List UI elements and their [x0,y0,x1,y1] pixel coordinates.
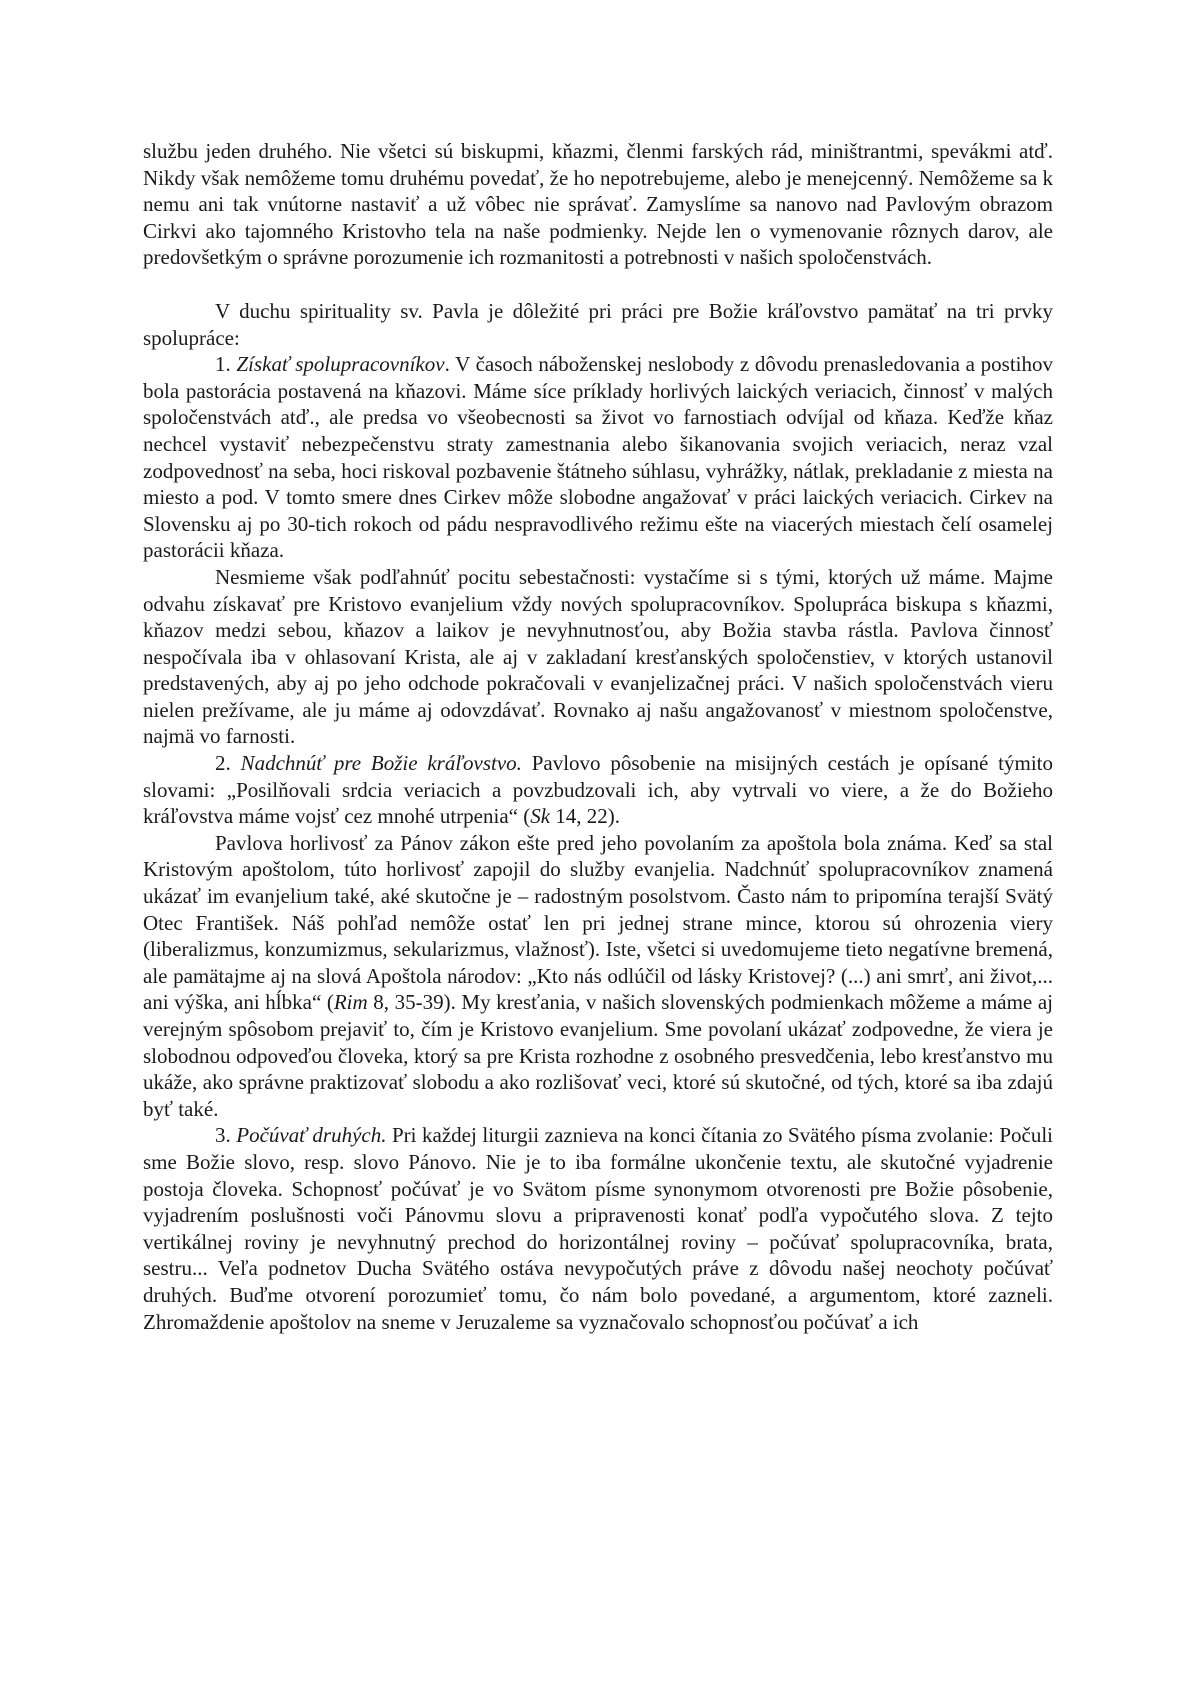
paragraph-zeal [143,830,1053,1123]
point-text-tail: 14, 22). [550,804,621,829]
paragraph-intro: službu jeden druhého. Nie všetci sú biskupmi, kňazmi, členmi farských rád, miništrantmi, spevákmi atď. Nikdy však nemôžeme tomu druhému povedať, že ho nepotrebujeme, alebo je menejcenný. Nemôžeme sa k nemu ani tak vnútorne nastaviť a už vôbec nie správať. Zamyslíme sa nanovo nad Pavlovým obrazom Cirkvi ako tajomného Kristovho tela na naše podmienky. Nejde len o vymenovanie rôznych darov, ale predovšetkým o správne porozumenie ich rozmanitosti a potrebnosti v našich spoločenstvách. [143,139,1053,270]
point-number: 1. [215,352,237,377]
scripture-reference: Rim [333,990,368,1015]
paragraph-self-sufficiency: Nesmieme však podľahnúť pocitu sebestačnosti: vystačíme si s tými, ktorých už máme. Majme odvahu získavať pre Kristovo evanjelium vždy nových spolupracovníkov. Spolupráca biskupa s kňazmi, kňazov medzi sebou, kňazov a laikov je nevyhnutnosťou, aby Božia stavba rástla. Pavlova činnosť nespočívala iba v ohlasovaní Krista, ale aj v zakladaní kresťanských spoločenstiev, v ktorých ustanovil predstavených, aby aj po jeho odchode pokračovali v evanjelizačnej práci. V našich spoločenstvách vieru nielen prežívame, ale ju máme aj odovzdávať. Rovnako aj našu angažovanosť v miestnom spoločenstve, najmä vo farnosti. [143,564,1053,749]
paragraph-gap [143,271,1053,298]
point-number: 2. [215,751,241,776]
point-title: Nadchnúť pre Božie kráľovstvo. [240,751,522,776]
paragraph-point-3 [143,1122,1053,1335]
point-title: Počúvať druhých. [236,1123,387,1148]
point-text: Pri každej liturgii zaznieva na konci čítania zo Svätého písma zvolanie: Počuli sme Božie slovo, resp. slovo Pánovo. Nie je to iba formálne ukončenie textu, ale skutočné vyjadrenie postoja človeka. Schopnosť počúvať je vo Svätom písme synonymom otvorenosti pre Božie pôsobenie, vyjadrením poslušnosti voči Pánovmu slovu a pripravenosti konať podľa vypočutého slova. Z tejto vertikálnej roviny je nevyhnutný prechod do horizontálnej roviny – počúvať spolupracovníka, brata, sestru... Veľa podnetov Ducha Svätého ostáva nevypočutých práve z dôvodu našej neochoty počúvať druhých. Buďme otvorení porozumieť tomu, čo nám bolo povedané, a argumentom, ktoré zazneli. Zhromaždenie apoštolov na sneme v Jeruzaleme sa vyznačovalo schopnosťou počúvať a ich [143,1123,1053,1334]
point-text: . V časoch náboženskej neslobody z dôvodu prenasledovania a postihov bola pastorácia postavená na kňazovi. Máme síce príklady horlivých laických veriacich, činnosť v malých spoločenstvách atď., ale predsa vo všeobecnosti sa život vo farnostiach odvíjal od kňaza. Keďže kňaz nechcel vystaviť nebezpečenstvu straty zamestnania alebo šikanovania svojich veriacich, neraz vzal zodpovednosť na seba, hoci riskoval pozbavenie štátneho súhlasu, vyhrážky, nátlak, prekladanie z miesta na miesto a pod. V tomto smere dnes Cirkev môže slobodne angažovať v práci laických veriacich. Cirkev na Slovensku aj po 30-tich rokoch od pádu nespravodlivého režimu ešte na viacerých miestach čelí osamelej pastorácii kňaza. [143,352,1053,563]
document-page [143,138,1053,1335]
paragraph-point-2 [143,750,1053,830]
point-number: 3. [215,1123,237,1148]
paragraph-spirituality: V duchu spirituality sv. Pavla je dôležité pri práci pre Božie kráľovstvo pamätať na tri prvky spolupráce: [143,298,1053,350]
scripture-reference: Sk [530,804,551,829]
point-title: Získať spolupracovníkov [236,352,445,377]
paragraph-point-1 [143,351,1053,564]
paragraph-text-tail: 8, 35-39). My kresťania, v našich slovenských podmienkach môžeme a máme aj verejným spôsobom prejaviť to, čím je Kristovo evanjelium. Sme povolaní ukázať zodpovedne, že viera je slobodnou odpoveďou človeka, ktorý sa pre Krista rozhodne z osobného presvedčenia, lebo kresťanstvo mu ukáže, ako správne praktizovať slobodu a ako rozlišovať veci, ktoré sú skutočné, od tých, ktoré sa iba zdajú byť také. [143,990,1053,1121]
point-text: Pavlovo pôsobenie na misijných cestách je opísané týmito slovami: „Posilňovali srdcia veriacich a povzbudzovali ich, aby vytrvali vo viere, a že do Božieho kráľovstva máme vojsť cez mnohé utrpenia“ ( [143,751,1054,829]
paragraph-text: Pavlova horlivosť za Pánov zákon ešte pred jeho povolaním za apoštola bola známa. Keď sa stal Kristovým apoštolom, túto horlivosť zapojil do služby evanjelia. Nadchnúť spolupracovníkov znamená ukázať im evanjelium také, aké skutočne je – radostným posolstvom. Často nám to pripomína terajší Svätý Otec František. Náš pohľad nemôže ostať len pri jednej strane mince, ktorou sú ohrozenia viery (liberalizmus, konzumizmus, sekularizmus, vlažnosť). Iste, všetci si uvedomujeme tieto negatívne bremená, ale pamätajme aj na slová Apoštola národov: „Kto nás odlúčil od lásky Kristovej? (...) ani smrť, ani život,... ani výška, ani hĺbka“ ( [143,830,1053,1015]
